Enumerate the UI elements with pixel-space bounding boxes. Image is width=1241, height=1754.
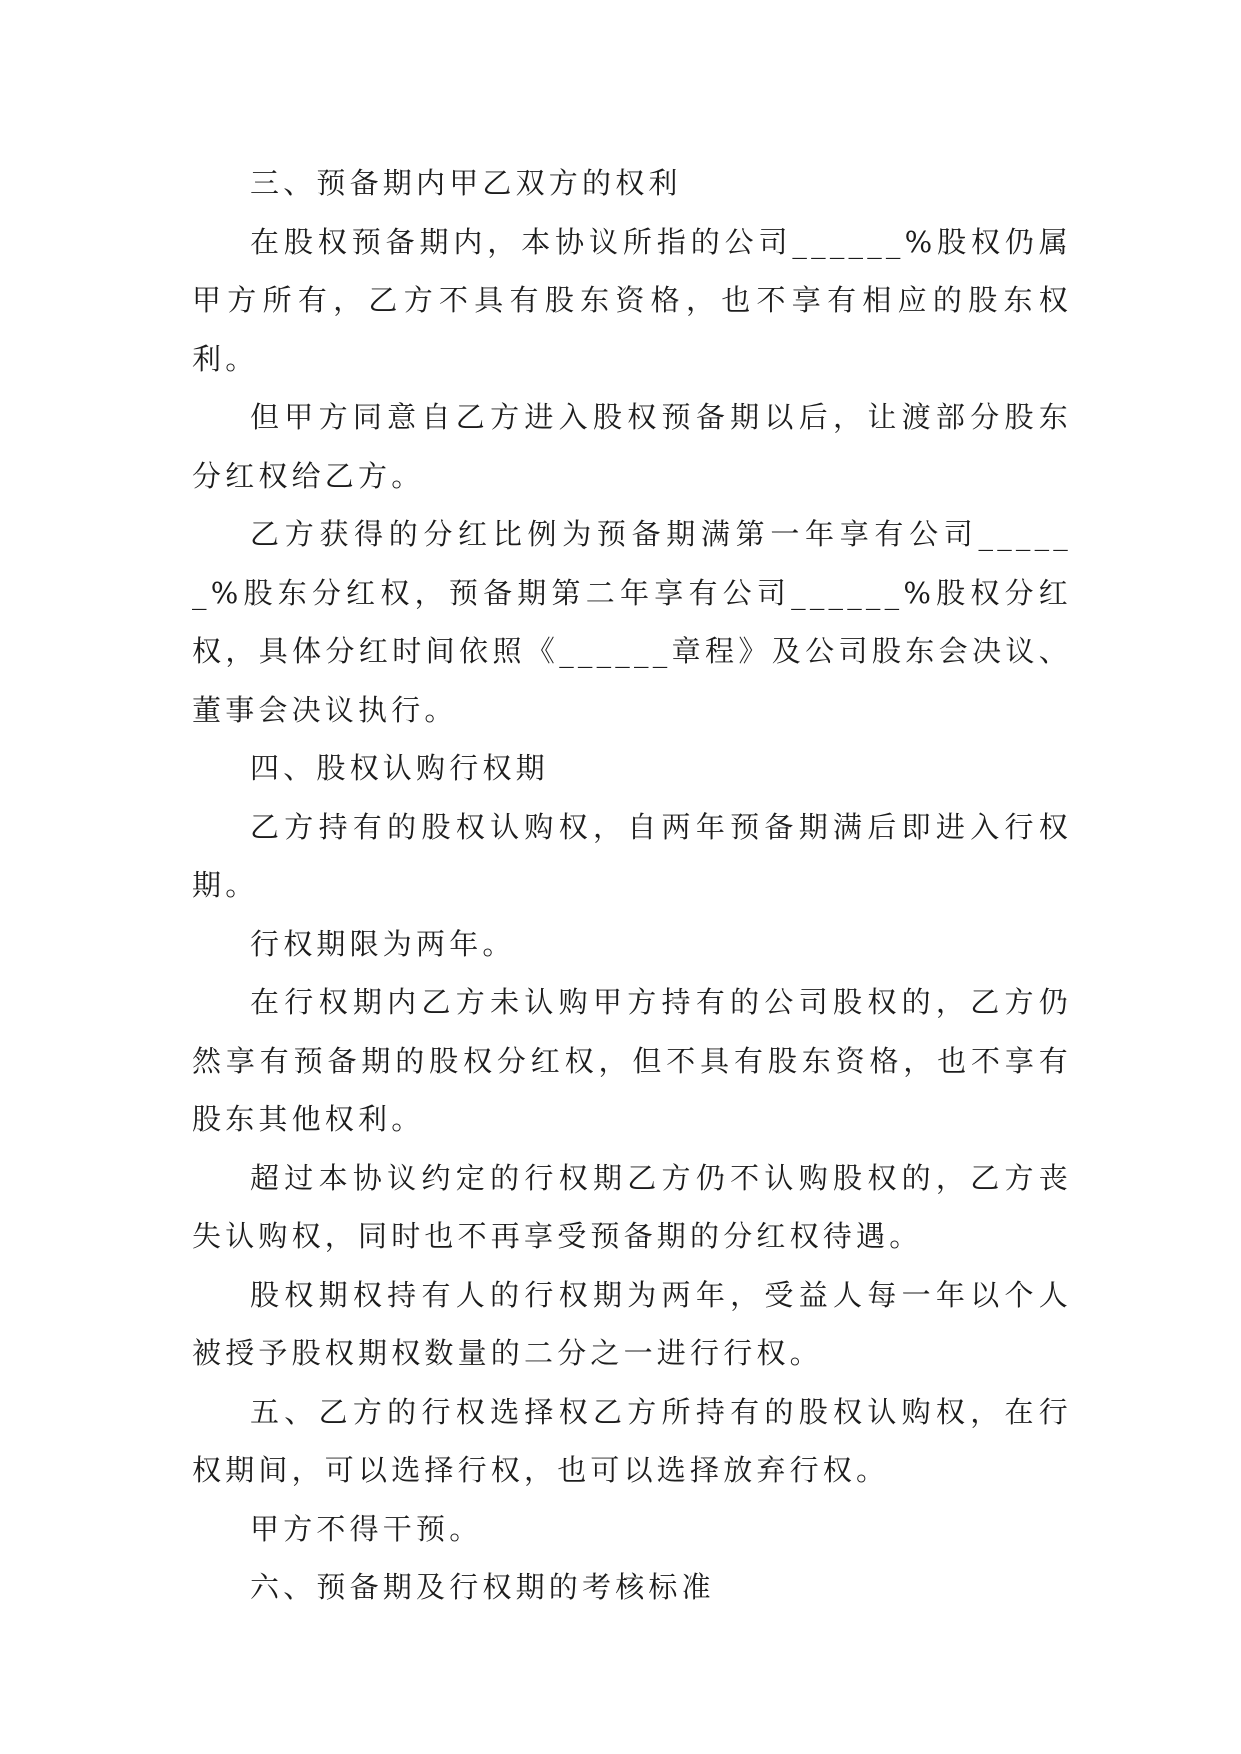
section-heading-exercise-period: 四、股权认购行权期 <box>250 751 549 785</box>
document-body <box>192 154 1072 1617</box>
paragraph: 但甲方同意自乙方进入股权预备期以后，让渡部分股东分红权给乙方。 <box>192 400 1072 493</box>
section-heading-exercise-choice: 五、乙方的行权选择权乙方所持有的股权认购权，在行权期间，可以选择行权，也可以选择放弃行权。 <box>192 1394 1072 1487</box>
paragraph: 乙方持有的股权认购权，自两年预备期满后即进入行权期。 <box>192 809 1072 902</box>
section-heading-rights: 三、预备期内甲乙双方的权利 <box>250 166 682 200</box>
section-heading-assessment: 六、预备期及行权期的考核标准 <box>250 1570 715 1604</box>
paragraph: 超过本协议约定的行权期乙方仍不认购股权的，乙方丧失认购权，同时也不再享受预备期的分红权待遇。 <box>192 1160 1072 1253</box>
paragraph: 在行权期内乙方未认购甲方持有的公司股权的，乙方仍然享有预备期的股权分红权，但不具有股东资格，也不享有股东其他权利。 <box>192 985 1072 1136</box>
paragraph: 甲方不得干预。 <box>250 1511 483 1546</box>
paragraph: 股权期权持有人的行权期为两年，受益人每一年以个人被授予股权期权数量的二分之一进行行权。 <box>192 1277 1072 1370</box>
paragraph: 乙方获得的分红比例为预备期满第一年享有公司______%股东分红权，预备期第二年享有公司______%股权分红权，具体分红时间依照《______章程》及公司股东会决议、董事会决议执行。 <box>192 517 1072 727</box>
paragraph: 行权期限为两年。 <box>250 926 516 961</box>
paragraph: 在股权预备期内，本协议所指的公司______%股权仍属甲方所有，乙方不具有股东资格，也不享有相应的股东权利。 <box>192 224 1072 376</box>
